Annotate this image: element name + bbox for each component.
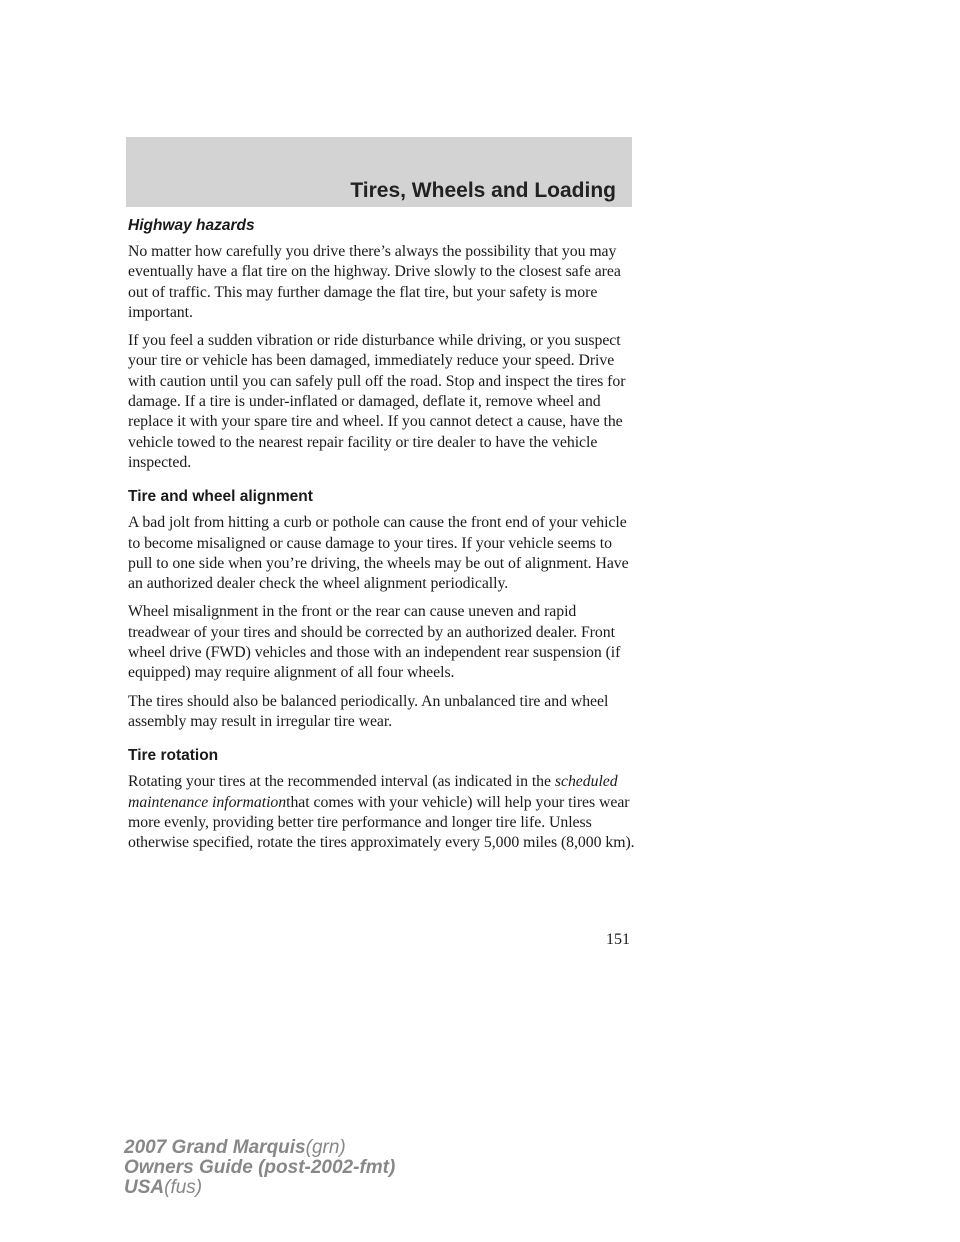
heading-tire-wheel-alignment: Tire and wheel alignment [128,488,313,506]
document-footer [124,1138,395,1198]
footer-line-3 [124,1178,395,1198]
footer-line-2 [124,1158,395,1178]
paragraph-alignment-1: A bad jolt from hitting a curb or pothole can cause the front end of your vehicle to become misaligned or cause damage to your tires. If your vehicle seems to pull to one side when you’re driving, the wheels may be out of alignment. Have an authorized dealer check the wheel alignment periodically. [128,514,629,593]
rotation-text-start: Rotating your tires at the recommended interval (as indicated in the [128,773,555,791]
heading-tire-rotation: Tire rotation [128,747,219,765]
footer-market: USA [124,1177,165,1198]
paragraph-alignment-3: The tires should also be balanced periodically. An unbalanced tire and wheel assembly may result in irregular tire wear. [128,692,609,730]
rotation-text-italic: scheduled maintenance information [128,773,618,811]
footer-market-code: (fus) [164,1177,203,1198]
paragraph-highway-hazards-1: No matter how carefully you drive there’s always the possibility that you may eventually have a flat tire on the highway. Drive slowly to the closest safe area out of traffic. This may further damage the flat tire, but your safety is more important. [128,243,621,321]
chapter-header-band [126,137,632,207]
footer-line-1 [124,1138,395,1158]
footer-model-code: (grn) [305,1137,346,1158]
footer-guide: Owners Guide (post-2002-fmt) [124,1157,396,1178]
page-number: 151 [606,931,630,948]
rotation-text-end: that comes with your vehicle) will help your tires wear more evenly, providing better tire performance and longer tire life. Unless otherwise specified, rotate the tires approximately every 5,000 miles (8,000 km). [128,793,635,852]
chapter-title: Tires, Wheels and Loading [350,179,616,202]
footer-model: 2007 Grand Marquis [124,1137,306,1158]
paragraph-alignment-2: Wheel misalignment in the front or the rear can cause uneven and rapid treadwear of your tires and should be corrected by an authorized dealer. Front wheel drive (FWD) vehicles and those with an independent rear suspension (if equipped) may require alignment of all four wheels. [128,603,621,682]
page-content [128,216,636,861]
heading-highway-hazards: Highway hazards [128,217,255,234]
paragraph-rotation-1 [128,772,636,853]
paragraph-highway-hazards-2: If you feel a sudden vibration or ride disturbance while driving, or you suspect your tire or vehicle has been damaged, immediately reduce your speed. Drive with caution until you can safely pull off the road. Stop and inspect the tires for damage. If a tire is under-inflated or damaged, deflate it, remove wheel and replace it with your spare tire and wheel. If you cannot detect a cause, have the vehicle towed to the nearest repair facility or tire dealer to have the vehicle inspected. [128,332,626,471]
